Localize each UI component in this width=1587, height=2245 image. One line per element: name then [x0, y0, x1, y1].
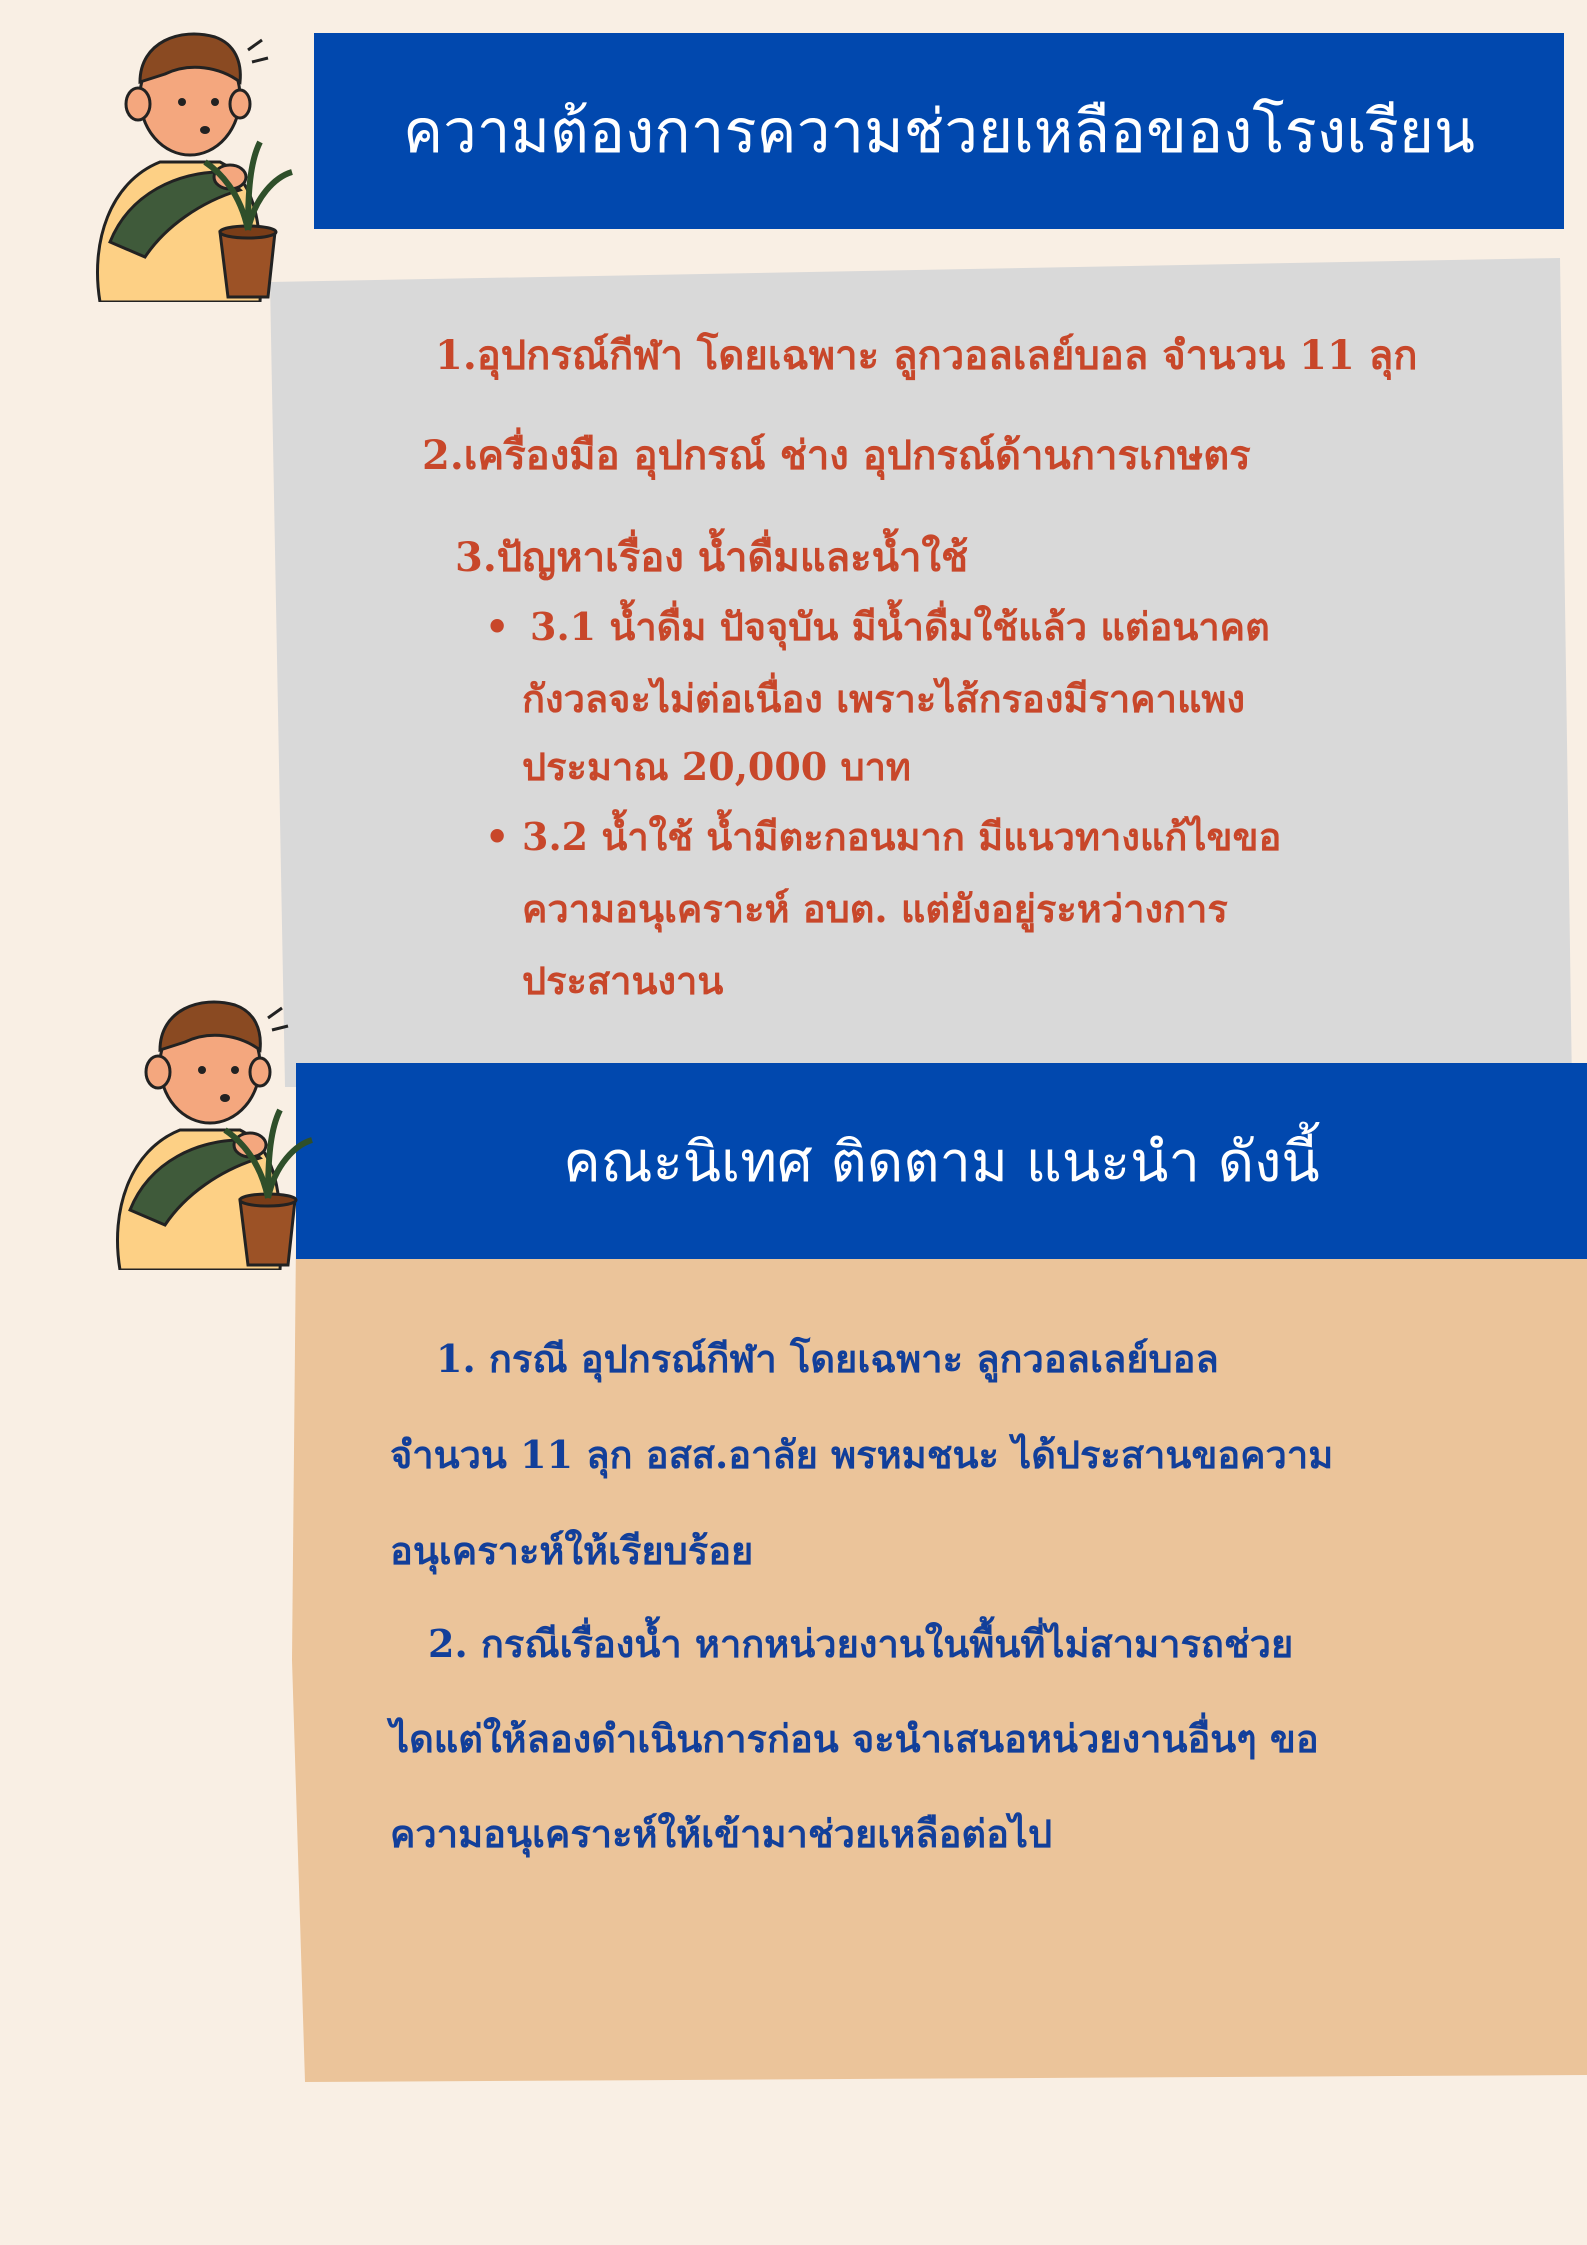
recommendation-line-3: อนุเคราะห์ให้เรียบร้อย: [390, 1528, 754, 1573]
section2-title-banner: [296, 1063, 1587, 1259]
need-item-3: 3.ปัญหาเรื่อง น้ำดื่มและน้ำใช้: [455, 534, 969, 581]
recommendation-line-6: ความอนุเคราะห์ให้เข้ามาช่วยเหลือต่อไป: [390, 1811, 1053, 1856]
section1-title: ความต้องการความช่วยเหลือของโรงเรียน: [402, 96, 1476, 167]
recommendation-line-5: ไดแต่ให้ลองดำเนินการก่อน จะนำเสนอหน่วยงานอื่นๆ ขอ: [390, 1716, 1319, 1761]
recommendation-line-2: จำนวน 11 ลุก อสส.อาลัย พรหมชนะ ได้ประสานขอความ: [390, 1432, 1334, 1477]
bullet-dot: •: [485, 604, 510, 649]
bullet2-line1: 3.2 น้ำใช้ น้ำมีตะกอนมาก มีแนวทางแก้ไขขอ: [522, 814, 1282, 859]
section2-title: คณะนิเทศ ติดตาม แนะนำ ดังนี้: [563, 1129, 1320, 1195]
recommendation-line-4: 2. กรณีเรื่องน้ำ หากหน่วยงานในพื้นที่ไม่สามารถช่วย: [428, 1621, 1294, 1666]
bullet1-line2: กังวลจะไม่ต่อเนื่อง เพราะไส้กรองมีราคาแพง: [522, 676, 1246, 721]
need-item-1: 1.อุปกรณ์กีฬา โดยเฉพาะ ลูกวอลเลย์บอล จำนวน 11 ลุก: [435, 332, 1418, 379]
bullet1-line3: ประมาณ 20,000 บาท: [522, 744, 911, 789]
boy-with-potted-plant-icon: [70, 12, 310, 302]
bullet1-line1: 3.1 น้ำดื่ม ปัจจุบัน มีน้ำดื่มใช้แล้ว แต่อนาคต: [530, 604, 1270, 649]
bullet2-line3: ประสานงาน: [522, 958, 724, 1003]
boy-with-potted-plant-icon: [90, 980, 330, 1270]
bullet2-line2: ความอนุเคราะห์ อบต. แต่ยังอยู่ระหว่างการ: [522, 886, 1228, 931]
need-item-2: 2.เครื่องมือ อุปกรณ์ ช่าง อุปกรณ์ด้านการเกษตร: [422, 432, 1251, 479]
section1-title-banner: [314, 33, 1564, 229]
recommendation-line-1: 1. กรณี อุปกรณ์กีฬา โดยเฉพาะ ลูกวอลเลย์บอล: [436, 1336, 1219, 1381]
bullet-dot: •: [485, 814, 510, 859]
